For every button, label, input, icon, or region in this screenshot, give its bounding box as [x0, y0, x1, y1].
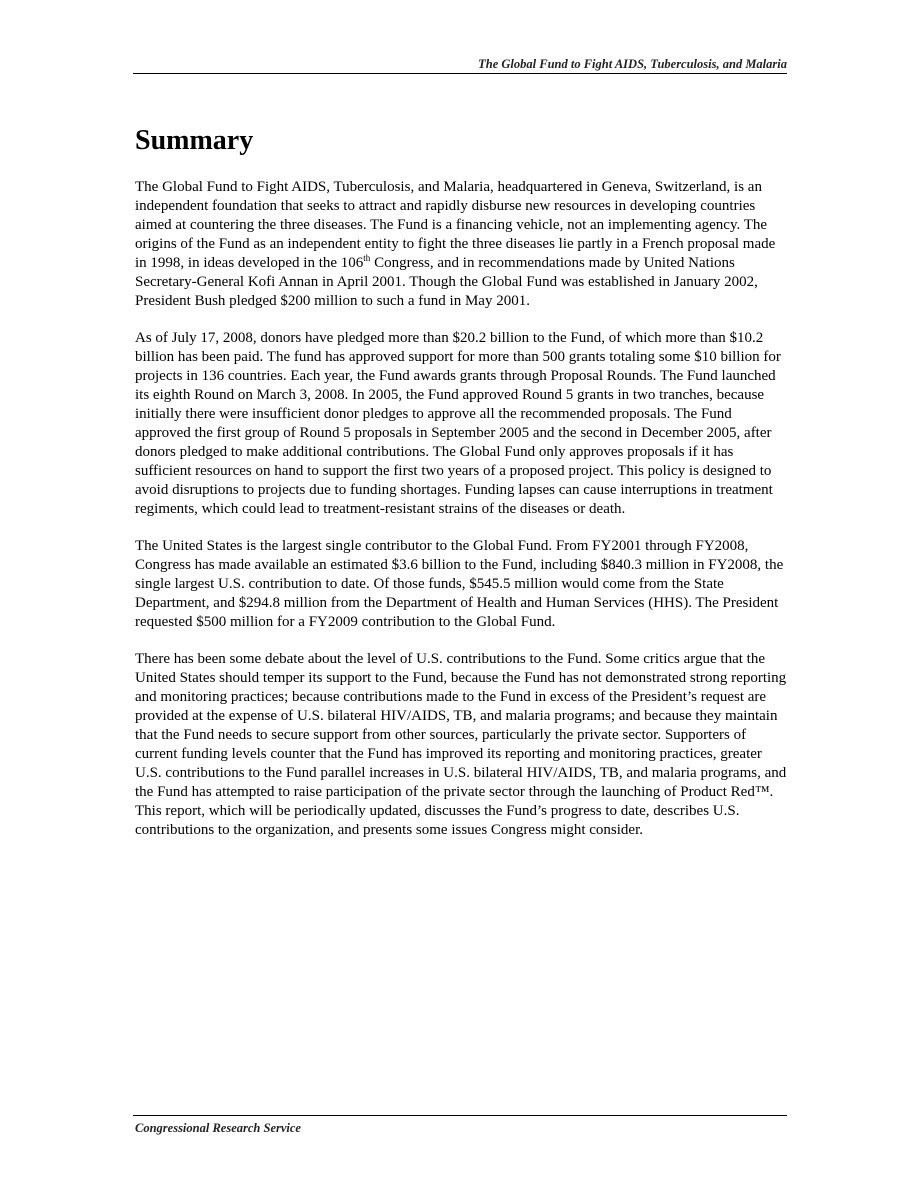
paragraph-pledges: As of July 17, 2008, donors have pledged more than $20.2 billion to the Fund, of which more than $10.2 billion has been paid. The fund has approved support for more than 500 grants totaling some $10 billion for projects in 136 countries. Each year, the Fund awards grants through Proposal Rounds. The Fund launched its eighth Round on March 3, 2008. In 2005, the Fund approved Round 5 grants in two tranches, because initially there were insufficient donor pledges to approve all the recommended proposals. The Fund approved the first group of Round 5 proposals in September 2005 and the second in December 2005, after donors pledged to make additional contributions. The Global Fund only approves proposals if it has sufficient resources on hand to support the first two years of a proposed project. This policy is designed to avoid disruptions to projects due to funding shortages. Funding lapses can cause interruptions in treatment regiments, which could lead to treatment-resistant strains of the diseases or death. — [135, 330, 781, 517]
paragraph-debate: There has been some debate about the level of U.S. contributions to the Fund. Some critics argue that the United States should temper its support to the Fund, because the Fund has not demonstrated strong reporting and monitoring practices; because contributions made to the Fund in excess of the President’s request are provided at the expense of U.S. bilateral HIV/AIDS, TB, and malaria programs; and because they maintain that the Fund needs to secure support from other sources, particularly the private sector. Supporters of current funding levels counter that the Fund has improved its reporting and monitoring practices, greater U.S. contributions to the Fund parallel increases in U.S. bilateral HIV/AIDS, TB, and malaria programs, and the Fund has attempted to raise participation of the private sector through the launching of Product Red™. This report, which will be periodically updated, discusses the Fund’s progress to date, describes U.S. contributions to the organization, and presents some issues Congress might consider. — [135, 651, 787, 838]
summary-body — [135, 178, 790, 858]
header-divider — [133, 73, 787, 74]
section-title: Summary — [135, 125, 254, 156]
footer-organization: Congressional Research Service — [135, 1121, 301, 1135]
ordinal-superscript: th — [363, 253, 371, 263]
footer-divider — [133, 1115, 787, 1116]
paragraph-origins — [135, 178, 790, 311]
paragraph-origins-text-a: The Global Fund to Fight AIDS, Tuberculosis, and Malaria, headquartered in Geneva, Switzerland, is an independent foundation that seeks to attract and rapidly disburse new resources in developing countries aimed at countering the three diseases. The Fund is a financing vehicle, not an implementing agency. The origins of the Fund as an independent entity to fight the three diseases lie partly in a French proposal made in 1998, in ideas developed in the 106 — [135, 179, 776, 271]
running-header-title: The Global Fund to Fight AIDS, Tuberculosis, and Malaria — [478, 57, 787, 71]
paragraph-origins-text-b: Congress, and in recommendations made by United Nations Secretary-General Kofi Annan in April 2001. Though the Global Fund was established in January 2002, President Bush pledged $200 million to such a fund in May 2001. — [135, 255, 758, 309]
paragraph-us-contributions: The United States is the largest single contributor to the Global Fund. From FY2001 through FY2008, Congress has made available an estimated $3.6 billion to the Fund, including $840.3 million in FY2008, the single largest U.S. contribution to date. Of those funds, $545.5 million would come from the State Department, and $294.8 million from the Department of Health and Human Services (HHS). The President requested $500 million for a FY2009 contribution to the Global Fund. — [135, 538, 784, 630]
